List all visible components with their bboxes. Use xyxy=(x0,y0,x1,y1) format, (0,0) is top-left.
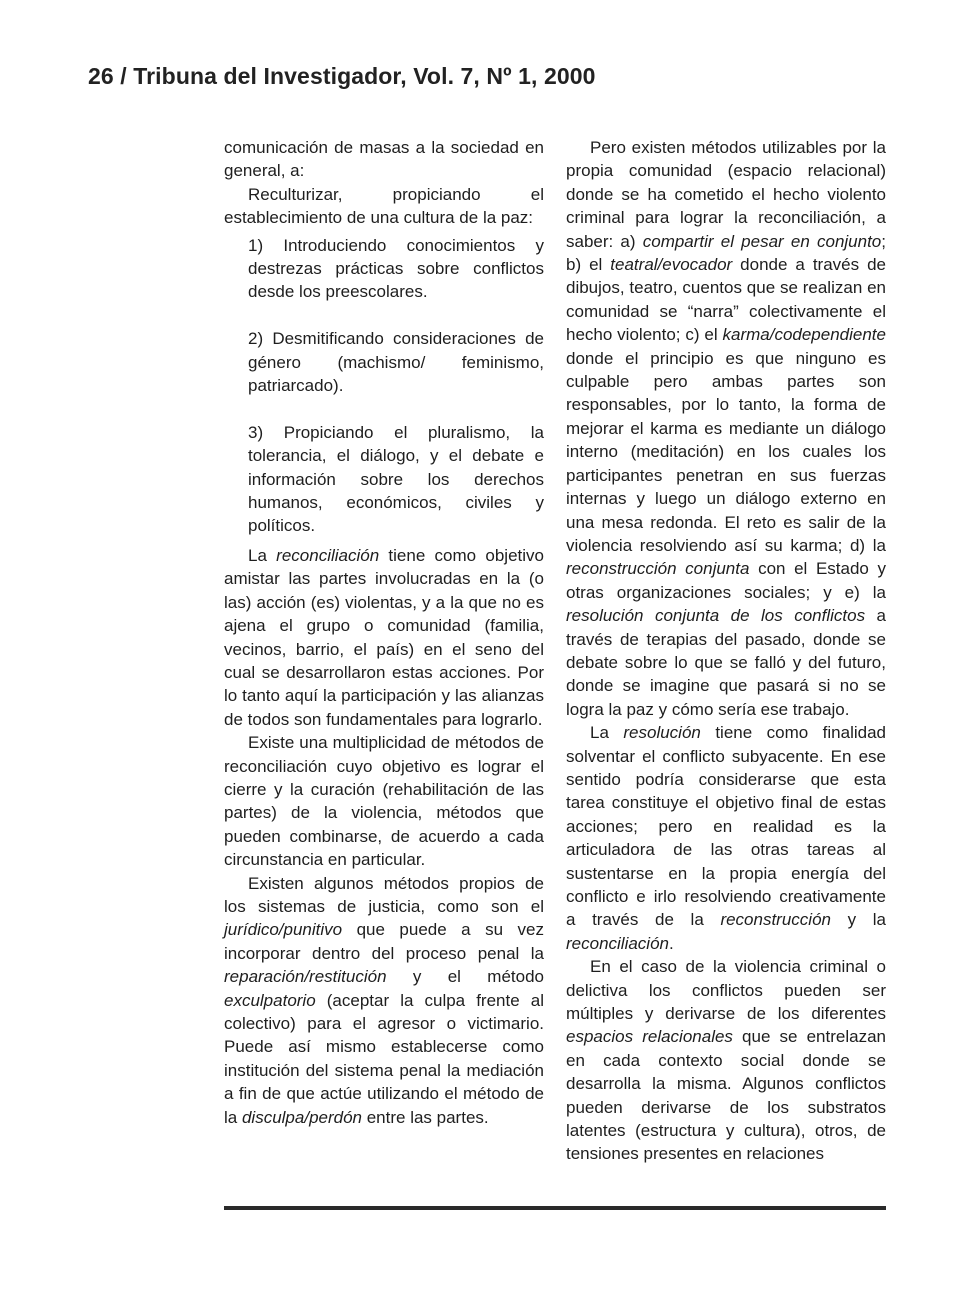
bottom-rule xyxy=(224,1206,886,1210)
paragraph: Pero existen métodos utilizables por la propia comunidad (espacio relacional) donde se ha cometido el hecho violento criminal para lograr la reconciliación, a saber: a) compartir el pesar en conjunto; b) el teatral/evocador donde a través de dibujos, teatro, cuentos que se realizan en comunidad se “narra” colectivamente el hecho violento; c) el karma/codependiente donde el principio es que ninguno es culpable pero ambas partes son responsables, por lo tanto, la forma de mejorar el karma es mediante un diálogo interno (meditación) en los cuales los participantes penetran en sus fuerzas internas y luego un diálogo externo en una mesa redonda. El reto es salir de la violencia resolviendo así su karma; d) la reconstrucción conjunta con el Estado y otras organizaciones sociales; y e) la resolución conjunta de los conflictos a través de terapias del pasado, donde se debate sobre lo que se falló y del futuro, donde se imagine que pasará si no se logra la paz y cómo sería ese trabajo. xyxy=(566,138,887,719)
right-column xyxy=(566,136,886,1166)
list-item: 3) Propiciando el pluralismo, la tolerancia, el diálogo, y el debate e información sobre los derechos humanos, económicos, civiles y políticos. xyxy=(248,422,544,536)
running-head: 26 / Tribuna del Investigador, Vol. 7, Nº 1, 2000 xyxy=(88,63,596,89)
paragraph: La resolución tiene como finalidad solventar el conflicto subyacente. En ese sentido podría considerarse que esta tarea constituye el objetivo final de estas acciones; pero en realidad es la articuladora de las otras tareas al sustentarse en la propia energía del conflicto e irlo resolviendo creativamente a través de la reconstrucción y la reconciliación. xyxy=(566,723,887,953)
paragraph: La reconciliación tiene como objetivo amistar las partes involucradas en la (o las) acción (es) violentas, y a la que no es ajena el grupo o comunidad (familia, vecinos, barrio, el país) en el seno del cual se desarrollaron estas acciones. Por lo tanto aquí la participación y las alianzas de todos son fundamentales para lograrlo. xyxy=(224,545,544,729)
paragraph: En el caso de la violencia criminal o delictiva los conflictos pueden ser múltiples y derivarse de los diferentes espacios relacionales que se entrelazan en cada contexto social donde se desarrolla la misma. Algunos conflictos pueden derivarse de los substratos latentes (estructura y cultura), otros, de tensiones presentes en relaciones xyxy=(566,957,886,1164)
paragraph: Reculturizar, propiciando el establecimiento de una cultura de la paz: xyxy=(224,184,544,228)
numbered-list xyxy=(248,234,544,538)
paragraph: comunicación de masas a la sociedad en general, a: xyxy=(224,138,544,181)
left-column xyxy=(224,136,544,1129)
list-item: 1) Introduciendo conocimientos y destrezas prácticas sobre conflictos desde los preescolares. xyxy=(248,235,544,302)
list-item: 2) Desmitificando consideraciones de género (machismo/ feminismo, patriarcado). xyxy=(248,329,544,396)
paragraph: Existe una multiplicidad de métodos de reconciliación cuyo objetivo es lograr el cierre y la curación (rehabilitación de las partes) de la violencia, métodos que pueden combinarse, de acuerdo a cada circunstancia en particular. xyxy=(224,733,544,870)
paragraph: Existen algunos métodos propios de los sistemas de justicia, como son el jurídico/punitivo que puede a su vez incorporar dentro del proceso penal la reparación/restitución y el método exculpatorio (aceptar la culpa frente al colectivo) para el agresor o victimario. Puede así mismo establecerse como institución del sistema penal la mediación a fin de que actúe utilizando el método de la disculpa/perdón entre las partes. xyxy=(224,873,544,1127)
